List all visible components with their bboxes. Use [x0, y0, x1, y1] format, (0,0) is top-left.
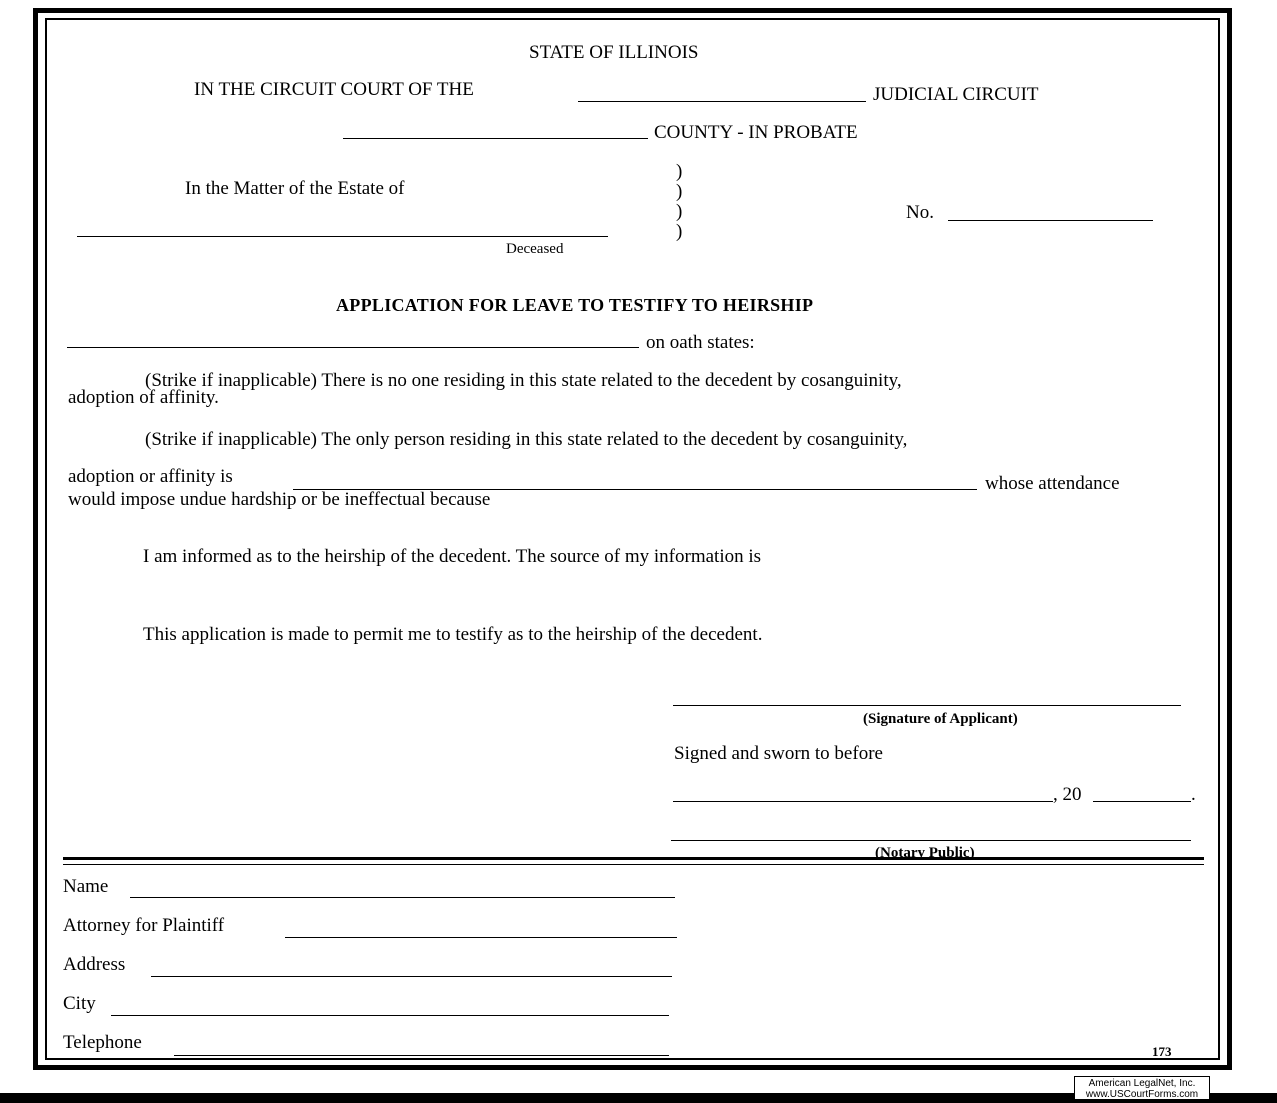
affiant-name-field[interactable]	[67, 347, 639, 348]
publisher-badge	[1074, 1076, 1210, 1100]
applicant-signature-label: (Signature of Applicant)	[863, 711, 1018, 727]
caption-paren: )	[676, 181, 683, 202]
telephone-field[interactable]	[174, 1055, 669, 1056]
paragraph-2-prefix: adoption or affinity is	[68, 466, 233, 487]
court-prefix: IN THE CIRCUIT COURT OF THE	[194, 79, 474, 100]
sworn-label: Signed and sworn to before	[674, 743, 883, 764]
attorney-for-label: Attorney for Plaintiff	[63, 915, 225, 936]
paragraph-1-line-2: adoption of affinity.	[68, 387, 219, 408]
attorney-name-field[interactable]	[130, 897, 675, 898]
decedent-name-field[interactable]	[77, 236, 608, 237]
county-label: COUNTY - IN PROBATE	[654, 122, 858, 143]
year-prefix: , 20	[1053, 784, 1082, 805]
case-number-field[interactable]	[948, 220, 1153, 221]
city-label: City	[63, 993, 96, 1014]
state-heading: STATE OF ILLINOIS	[529, 42, 699, 63]
paragraph-2-suffix: whose attendance	[985, 473, 1120, 494]
sworn-date-field[interactable]	[673, 801, 1053, 802]
court-suffix: JUDICIAL CIRCUIT	[873, 84, 1039, 105]
caption-paren: )	[676, 201, 683, 222]
city-field[interactable]	[111, 1015, 669, 1016]
page-number: 173	[1152, 1044, 1172, 1059]
inner-border	[45, 18, 1220, 1060]
telephone-label: Telephone	[63, 1032, 142, 1053]
address-label: Address	[63, 954, 126, 975]
form-title: APPLICATION FOR LEAVE TO TESTIFY TO HEIRSHIP	[336, 295, 814, 315]
notary-label: (Notary Public)	[875, 845, 975, 861]
publisher-name: American LegalNet, Inc.	[1088, 1078, 1196, 1089]
paragraph-2-line-1: (Strike if inapplicable) The only person residing in this state related to the decedent by cosanguinity,	[145, 429, 908, 450]
attorney-for-field[interactable]	[285, 937, 677, 938]
caption-paren: )	[676, 221, 683, 242]
year-field[interactable]	[1093, 801, 1191, 802]
caption-paren: )	[676, 161, 683, 182]
county-field[interactable]	[343, 138, 648, 139]
paragraph-2-line-3: would impose undue hardship or be ineffectual because	[68, 489, 491, 510]
paragraph-4: This application is made to permit me to testify as to the heirship of the decedent.	[143, 624, 763, 645]
attorney-name-label: Name	[63, 876, 109, 897]
case-number-label: No.	[906, 202, 934, 223]
year-suffix: .	[1191, 784, 1196, 805]
oath-label: on oath states:	[646, 332, 755, 353]
address-field[interactable]	[151, 976, 672, 977]
divider-rule	[63, 864, 1204, 865]
applicant-signature-field[interactable]	[673, 705, 1181, 706]
paragraph-3: I am informed as to the heirship of the decedent. The source of my information is	[143, 546, 762, 567]
publisher-url[interactable]: www.USCourtForms.com	[1085, 1089, 1199, 1100]
divider-rule	[63, 857, 1204, 860]
matter-label: In the Matter of the Estate of	[185, 178, 405, 199]
judicial-circuit-field[interactable]	[578, 101, 866, 102]
paragraph-1-line-1: (Strike if inapplicable) There is no one residing in this state related to the decedent by cosanguinity,	[145, 370, 902, 391]
deceased-label: Deceased	[506, 241, 564, 257]
notary-signature-field[interactable]	[671, 840, 1191, 841]
